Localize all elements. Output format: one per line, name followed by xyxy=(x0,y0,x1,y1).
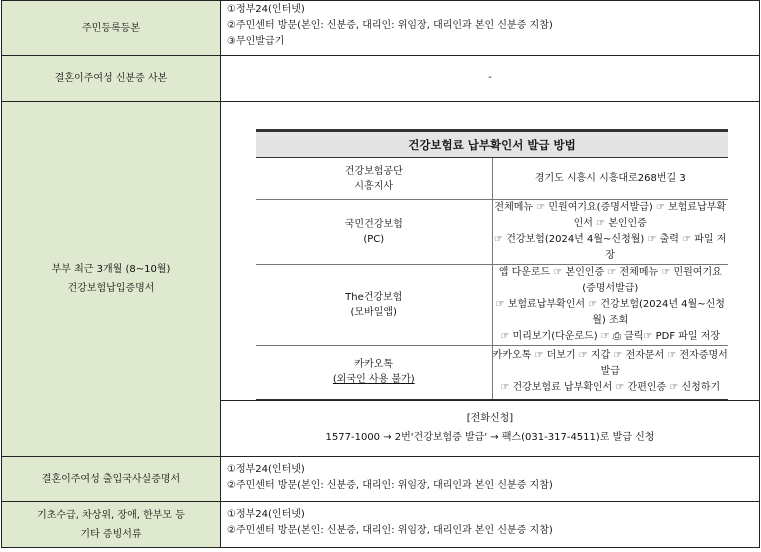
content-line: ①정부24(인터넷) xyxy=(227,509,305,520)
embedded-label-line: 국민건강보험 xyxy=(344,219,403,230)
content-value: - xyxy=(488,72,492,83)
row-label xyxy=(2,102,221,457)
row-label-text: 기타 증빙서류 xyxy=(80,528,142,540)
embedded-table-title: 건강보험료 납부확인서 발급 방법 xyxy=(256,131,728,158)
table-row xyxy=(2,1,760,56)
content-line: ②주민센터 방문(본인: 신분증, 대리인: 위임장, 대리인과 본인 신분증 지참) xyxy=(227,480,553,491)
row-label xyxy=(2,1,221,56)
phone-application xyxy=(221,400,759,449)
row-content xyxy=(221,502,760,548)
embedded-image xyxy=(221,102,759,400)
embedded-label-line: 건강보험공단 xyxy=(344,165,403,177)
embedded-desc-line: ☞ 건강보험(2024년 4월~신청월) ☞ 출력 ☞ 파일 저장 xyxy=(494,234,727,261)
embedded-row-desc xyxy=(492,158,728,200)
embedded-row-label xyxy=(256,265,492,346)
content-line: ③무인발급기 xyxy=(227,36,285,47)
content-line: ②주민센터 방문(본인: 신분증, 대리인: 위임장, 대리인과 본인 신분증 지참) xyxy=(227,20,553,31)
embedded-row-label xyxy=(256,200,492,265)
embedded-desc-line: 앱 다운로드 ☞ 본인인증 ☞ 전체메뉴 ☞ 민원여기요(증명서발급) xyxy=(498,267,722,294)
embedded-desc-line: 전체메뉴 ☞ 민원여기요(증명서발급) ☞ 보험료납부확인서 ☞ 본인인증 xyxy=(494,202,727,229)
table-row xyxy=(2,457,760,502)
embedded-row-desc xyxy=(492,200,728,265)
embedded-row-label xyxy=(256,158,492,200)
embedded-label-line: (PC) xyxy=(363,234,385,245)
embedded-desc-line: 경기도 시흥시 시흥대로268번길 3 xyxy=(534,172,686,184)
embedded-row xyxy=(256,265,728,346)
embedded-label-line: 시흥지사 xyxy=(354,180,394,192)
content-line: ②주민센터 방문(본인: 신분증, 대리인: 위임장, 대리인과 본인 신분증 지참) xyxy=(227,525,553,536)
embedded-desc-line: ☞ 보험료납부확인서 ☞ 건강보험(2024년 4월~신청월) 조회 xyxy=(495,299,725,326)
table-row xyxy=(2,502,760,548)
embedded-desc-line: ☞ 건강보험료 납부확인서 ☞ 간편인증 ☞ 신청하기 xyxy=(500,382,721,394)
table-row xyxy=(2,102,760,457)
row-label-text: 건강보험납입증명서 xyxy=(67,283,155,294)
row-content xyxy=(221,56,760,102)
embedded-row xyxy=(256,346,728,400)
content-line: ①정부24(인터넷) xyxy=(227,4,305,15)
row-label-text: 부부 최근 3개월 (8~10월) xyxy=(51,264,171,275)
embedded-row xyxy=(256,200,728,265)
row-content xyxy=(221,1,760,56)
phone-steps: 1577-1000 → 2번'건강보험증 발급' → 팩스(031-317-4511)로 발급 신청 xyxy=(325,432,655,443)
embedded-row-desc xyxy=(492,346,728,400)
row-label-text: 기초수급, 차상위, 장애, 한부모 등 xyxy=(37,509,185,521)
row-content xyxy=(221,102,760,457)
content-line: ①정부24(인터넷) xyxy=(227,464,305,475)
embedded-label-line: (외국인 사용 불가) xyxy=(332,374,415,386)
embedded-label-line: The건강보험 xyxy=(345,292,403,303)
embedded-row-desc xyxy=(492,265,728,346)
embedded-row-label xyxy=(256,346,492,400)
row-label xyxy=(2,56,221,102)
table-row xyxy=(2,56,760,102)
embedded-label-line: (모바일앱) xyxy=(350,307,397,318)
embedded-desc-line: ☞ 미리보기(다운로드) ☞ ⎙ 클릭☞ PDF 파일 저장 xyxy=(500,331,721,342)
row-label-text: 결혼이주여성 신분증 사본 xyxy=(54,73,168,84)
row-label-text: 주민등록등본 xyxy=(82,22,140,34)
row-label xyxy=(2,502,221,548)
row-label xyxy=(2,457,221,502)
embedded-label-line: 카카오톡 xyxy=(354,359,394,371)
embedded-row xyxy=(256,158,728,200)
document-table xyxy=(1,0,760,548)
row-content xyxy=(221,457,760,502)
phone-heading: [전화신청] xyxy=(466,413,514,424)
embedded-table xyxy=(256,129,728,401)
embedded-desc-line: 카카오톡 ☞ 더보기 ☞ 지갑 ☞ 전자문서 ☞ 전자증명서 발급 xyxy=(492,350,728,378)
row-label-text: 결혼이주여성 출입국사실증명서 xyxy=(41,473,181,485)
